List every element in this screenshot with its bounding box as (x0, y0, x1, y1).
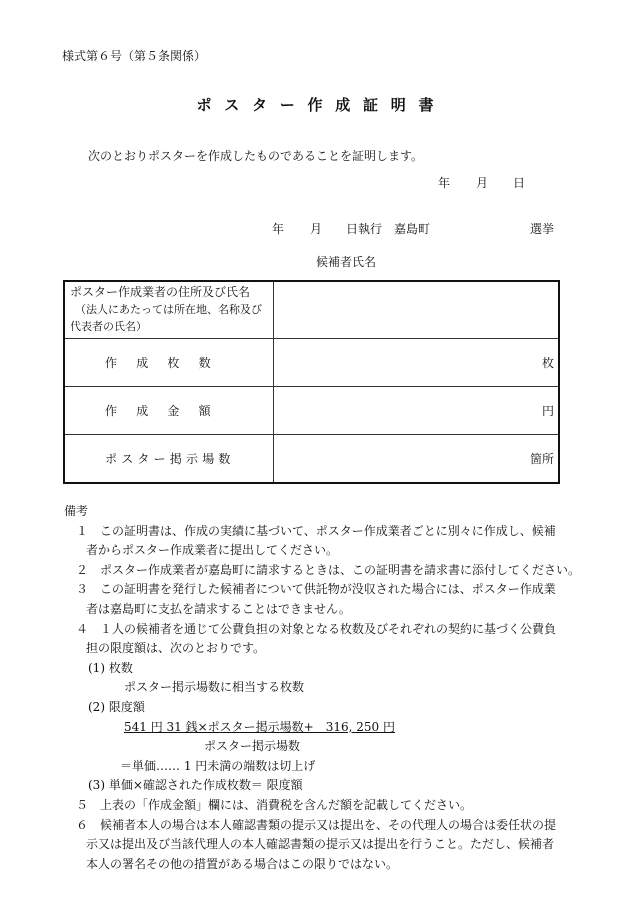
note-4-sub-3: (3) 単価×確認された作成枚数＝ 限度額 (88, 778, 303, 793)
note-3-line-2: 者は嘉島町に支払を請求することはできません。 (86, 601, 351, 616)
posting-count-label-cell (64, 434, 274, 483)
contractor-sub-label-2: 代表者の氏名） (70, 320, 147, 334)
note-6-line-3: 本人の署名その他の措置がある場合はこの限りではない。 (86, 856, 399, 871)
date-year: 年 (438, 176, 451, 190)
note-6-line-2: 示又は提出及び当該代理人の本人確認書類の提示又は提出を行うこと。ただし、候補者 (86, 837, 555, 852)
posting-count-unit: 箇所 (529, 451, 554, 466)
notes-heading: 備考 (64, 504, 89, 518)
formula-result: ＝単価…… 1 円未満の端数は切上げ (120, 758, 316, 773)
table-row (64, 434, 559, 483)
election-label: 選挙 (530, 222, 555, 236)
notes-section (64, 502, 594, 874)
note-1-line-2: 者からポスター作成業者に提出してください。 (86, 543, 339, 558)
candidate-name-label: 候補者氏名 (316, 255, 377, 269)
contractor-value-cell[interactable] (274, 281, 560, 338)
note-4-sub-1: (1) 枚数 (88, 660, 133, 675)
formula-numerator-row (64, 718, 594, 738)
table-row (64, 386, 559, 434)
posting-count-value-cell[interactable] (274, 434, 560, 483)
note-5: ５ 上表の「作成金額」欄には、消費税を含んだ額を記載してください。 (76, 797, 473, 812)
election-month: 月 (310, 222, 323, 236)
quantity-value-cell[interactable] (274, 338, 560, 386)
table-row (64, 338, 559, 386)
table-row (64, 281, 559, 338)
contractor-label: ポスター作成業者の住所及び氏名 (70, 285, 251, 300)
date-day: 日 (513, 176, 526, 190)
note-4-line-1: ４ １人の候補者を通じて公費負担の対象となる枚数及びそれぞれの契約に基づく公費負 (76, 621, 557, 636)
intro-text: 次のとおりポスターを作成したものであることを証明します。 (88, 149, 424, 163)
election-year: 年 (272, 222, 285, 236)
note-4-line-2: 担の限度額は、次のとおりです。 (86, 641, 266, 656)
note-2: ２ ポスター作成業者が嘉島町に請求するときは、この証明書を請求書に添付してください。 (76, 562, 581, 577)
election-town: 嘉島町 (394, 222, 431, 236)
election-day-exec: 日執行 (346, 222, 383, 236)
note-4-sub-2: (2) 限度額 (88, 699, 145, 714)
note-3-line-1: ３ この証明書を発行した候補者について供託物が没収された場合には、ポスター作成業 (76, 582, 556, 597)
note-1-line-1: １ この証明書は、作成の実績に基づいて、ポスター作成業者ごとに別々に作成し、候補 (76, 523, 556, 538)
amount-label-cell (64, 386, 274, 434)
formula-denominator: ポスター掲示場数 (204, 739, 301, 754)
amount-unit: 円 (541, 403, 554, 418)
amount-value-cell[interactable] (274, 386, 560, 434)
quantity-label-cell (64, 338, 274, 386)
amount-label: 作成金額 (105, 403, 230, 418)
date-month: 月 (476, 176, 489, 190)
posting-count-label: ポスター掲示場数 (105, 451, 235, 466)
formula-numerator: 541 円 31 銭×ポスター掲示場数+ 316, 250 円 (124, 719, 395, 734)
document-title: ポスター作成証明書 (196, 96, 447, 114)
contractor-label-cell (64, 281, 274, 338)
quantity-unit: 枚 (541, 355, 554, 370)
quantity-label: 作成枚数 (105, 355, 230, 370)
note-4-sub-1-detail: ポスター掲示場数に相当する枚数 (124, 680, 305, 695)
form-number: 様式第６号（第５条関係） (62, 49, 207, 63)
certificate-table (63, 280, 560, 484)
contractor-sub-label-1: （法人にあたっては所在地、名称及び (75, 303, 262, 317)
note-6-line-1: ６ 候補者本人の場合は本人確認書類の提示又は提出を、その代理人の場合は委任状の提 (76, 817, 557, 832)
